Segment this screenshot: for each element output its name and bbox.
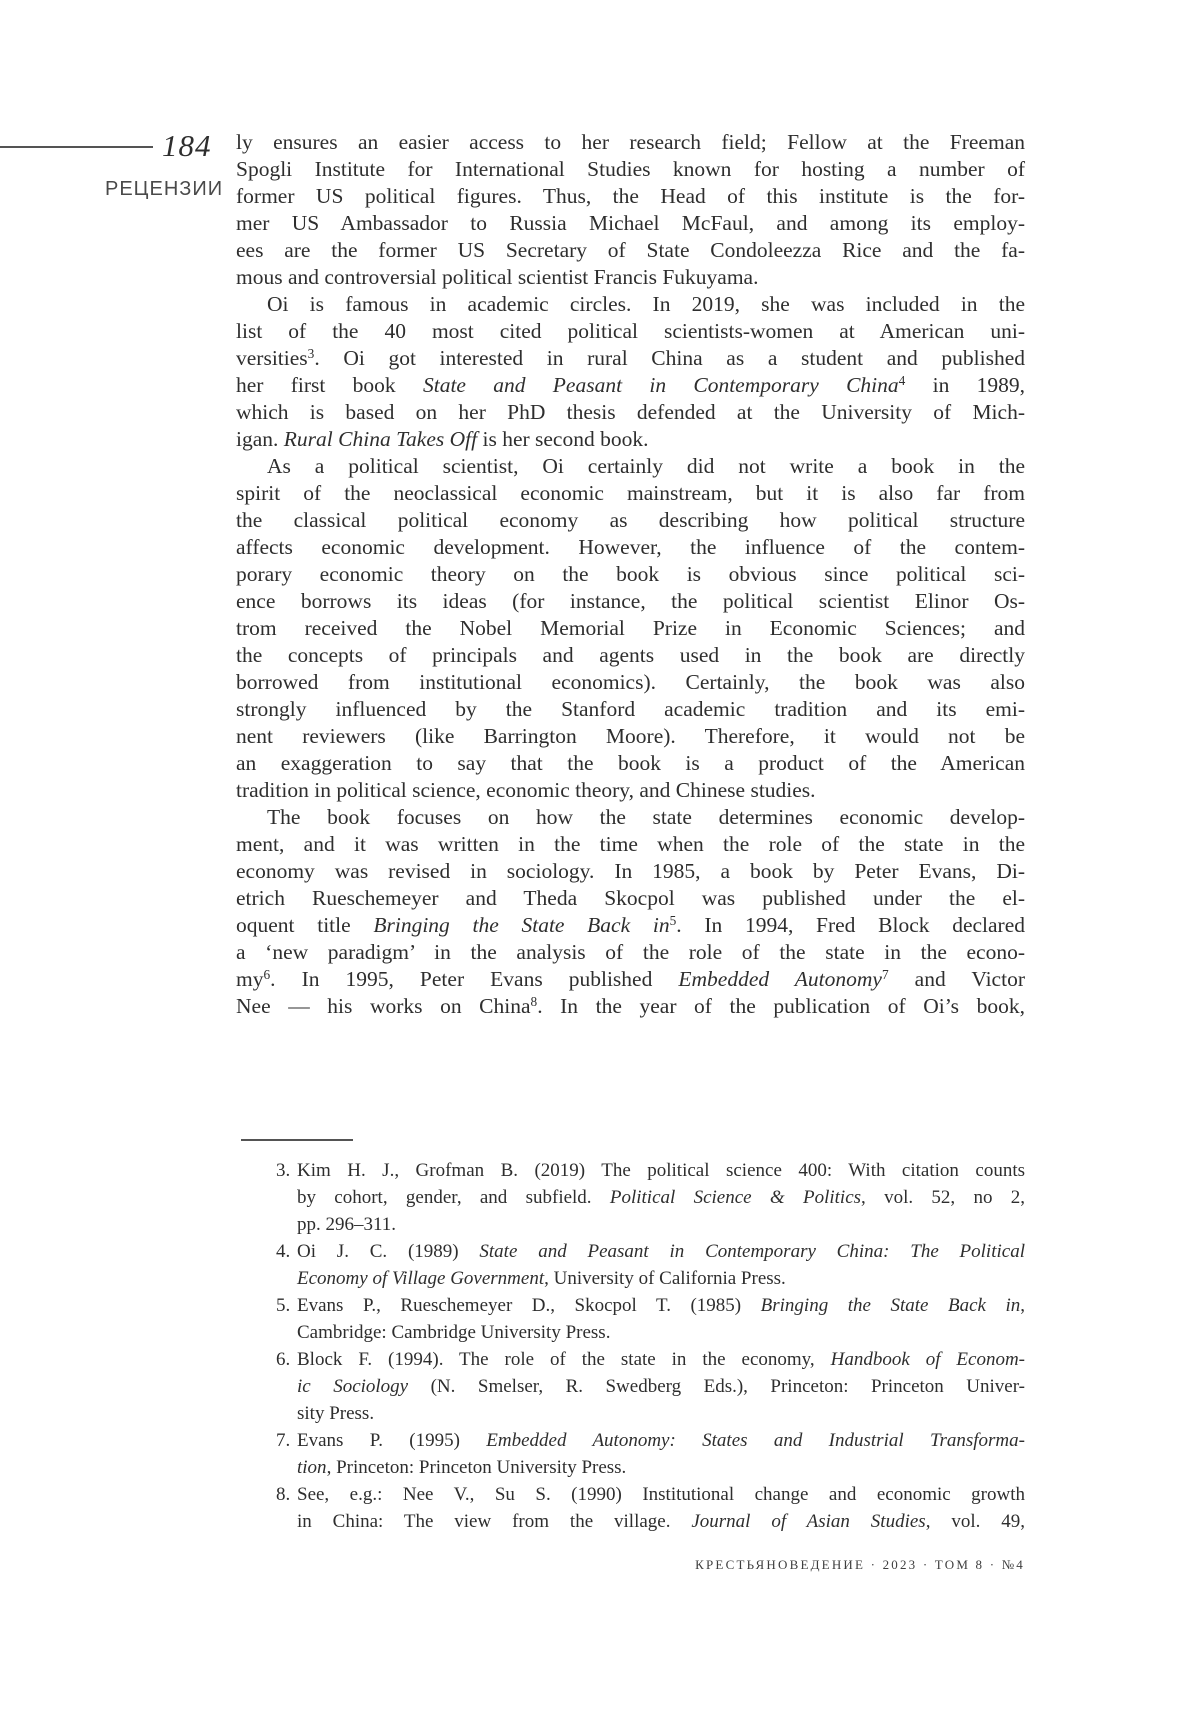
- section-label: РЕЦЕНЗИИ: [105, 178, 224, 200]
- footnote-text: [297, 1157, 1025, 1238]
- text-line: former US political figures. Thus, the Head of this institute is the for-: [236, 184, 1025, 208]
- footnote-marker: 8: [530, 993, 538, 1009]
- body-paragraph: [236, 453, 1025, 804]
- body-paragraph: [236, 804, 1025, 1020]
- text-line: Evans P., Rueschemeyer D., Skocpol T. (1985) Bringing the State Back in,: [297, 1295, 1025, 1316]
- text-line: ees are the former US Secretary of State Condoleezza Rice and the fa-: [236, 238, 1025, 262]
- text-line: her first book State and Peasant in Contemporary China$^4$ in 1989,: [236, 372, 1025, 397]
- text-line: tradition in political science, economic theory, and Chinese studies.: [236, 778, 816, 802]
- footnote-item: [276, 1238, 1025, 1292]
- text-line: strongly influenced by the Stanford academic tradition and its emi-: [236, 697, 1025, 721]
- text-line: the concepts of principals and agents used in the book are directly: [236, 643, 1025, 667]
- text-line: borrowed from institutional economics). Certainly, the book was also: [236, 670, 1025, 694]
- footnote-text: [297, 1481, 1025, 1535]
- italic-title: Embedded Autonomy: [678, 967, 882, 991]
- italic-title: ic Sociology: [297, 1376, 409, 1397]
- page-number: 184: [162, 128, 212, 163]
- footnote-number: 5.: [276, 1295, 291, 1316]
- text-line: Cambridge: Cambridge University Press.: [297, 1322, 611, 1343]
- text-line: the classical political economy as describing how political structure: [236, 508, 1025, 532]
- italic-title: Bringing the State Back in: [760, 1295, 1021, 1316]
- text-line: Economy of Village Government, University of California Press.: [297, 1268, 786, 1289]
- footnote-item: [276, 1427, 1025, 1481]
- text-line: nent reviewers (like Barrington Moore). Therefore, it would not be: [236, 724, 1025, 748]
- text-line: an exaggeration to say that the book is a product of the American: [236, 751, 1025, 775]
- text-line: Evans P. (1995) Embedded Autonomy: States and Industrial Transforma-: [297, 1430, 1025, 1451]
- footnote-item: [276, 1157, 1025, 1238]
- footnote-number: 6.: [276, 1349, 291, 1370]
- text-line: Kim H. J., Grofman B. (2019) The political science 400: With citation counts: [297, 1160, 1025, 1181]
- footnote-separator-rule: [241, 1139, 353, 1141]
- italic-title: State and Peasant in Contemporary China: [422, 373, 899, 397]
- footnote-item: [276, 1346, 1025, 1427]
- text-line: trom received the Nobel Memorial Prize in Economic Sciences; and: [236, 616, 1025, 640]
- italic-title: Journal of Asian Studies: [691, 1511, 926, 1532]
- italic-title: Handbook of Econom-: [830, 1349, 1025, 1370]
- text-line: a ‘new paradigm’ in the analysis of the role of the state in the econo-: [236, 940, 1025, 964]
- italic-title: tion: [297, 1457, 327, 1478]
- text-line: which is based on her PhD thesis defended at the University of Mich-: [236, 400, 1025, 424]
- text-line: As a political scientist, Oi certainly did not write a book in the: [267, 454, 1025, 478]
- footnote-marker: 5: [669, 912, 677, 928]
- footnote-number: 8.: [276, 1484, 291, 1505]
- footnote-number: 4.: [276, 1241, 291, 1262]
- footnote-marker: 7: [881, 966, 889, 982]
- italic-title: Bringing the State Back in: [373, 913, 670, 937]
- footnote-text: [297, 1346, 1025, 1427]
- text-line: by cohort, gender, and subfield. Political Science & Politics, vol. 52, no 2,: [297, 1187, 1025, 1208]
- italic-title: Rural China Takes Off: [283, 427, 478, 451]
- footnote-text: [297, 1238, 1025, 1292]
- text-line: Block F. (1994). The role of the state in the economy, Handbook of Econom-: [297, 1349, 1025, 1370]
- text-line: tion, Princeton: Princeton University Press.: [297, 1457, 627, 1478]
- text-line: list of the 40 most cited political scientists-women at American uni-: [236, 319, 1025, 343]
- footnote-number: 3.: [276, 1160, 291, 1181]
- footnote-marker: 6: [263, 966, 271, 982]
- text-line: Oi J. C. (1989) State and Peasant in Contemporary China: The Political: [297, 1241, 1025, 1262]
- text-line: ly ensures an easier access to her research field; Fellow at the Freeman: [236, 130, 1025, 154]
- text-line: ment, and it was written in the time when the role of the state in the: [236, 832, 1025, 856]
- text-line: affects economic development. However, the influence of the contem-: [236, 535, 1025, 559]
- footnote-item: [276, 1292, 1025, 1346]
- footnote-number: 7.: [276, 1430, 291, 1451]
- footnotes: [276, 1157, 1025, 1535]
- italic-title: State and Peasant in Contemporary China: The Political: [479, 1241, 1025, 1262]
- body-paragraph: [236, 291, 1025, 453]
- text-line: See, e.g.: Nee V., Su S. (1990) Institutional change and economic growth: [297, 1484, 1025, 1505]
- text-line: oquent title Bringing the State Back $in^5$. In 1994, Fred Block declared: [236, 912, 1025, 937]
- footnote-text: [297, 1427, 1025, 1481]
- italic-title: Political Science & Politics: [609, 1187, 862, 1208]
- text-line: versities$^3$. Oi got interested in rural China as a student and published: [236, 345, 1025, 370]
- text-line: ic Sociology (N. Smelser, R. Swedberg Eds.), Princeton: Princeton Univer-: [297, 1376, 1025, 1397]
- text-line: etrich Rueschemeyer and Theda Skocpol was published under the el-: [236, 886, 1025, 910]
- footnote-marker: 4: [898, 372, 906, 388]
- italic-title: Economy of Village Government: [297, 1268, 545, 1289]
- text-line: pp. 296–311.: [297, 1214, 397, 1235]
- text-line: The book focuses on how the state determines economic develop-: [267, 805, 1025, 829]
- text-line: ence borrows its ideas (for instance, the political scientist Elinor Os-: [236, 589, 1025, 613]
- italic-title: Embedded Autonomy: States and Industrial Transforma-: [486, 1430, 1025, 1451]
- text-line: Oi is famous in academic circles. In 2019, she was included in the: [267, 292, 1025, 316]
- text-line: spirit of the neoclassical economic mainstream, but it is also far from: [236, 481, 1025, 505]
- text-line: in China: The view from the village. Journal of Asian Studies, vol. 49,: [297, 1511, 1025, 1532]
- text-line: igan. Rural China Takes Off is her second book.: [236, 427, 649, 451]
- text-line: Spogli Institute for International Studies known for hosting a number of: [236, 157, 1025, 181]
- text-line: porary economic theory on the book is obvious since political sci-: [236, 562, 1025, 586]
- text-line: economy was revised in sociology. In 1985, a book by Peter Evans, Di-: [236, 859, 1025, 883]
- text-line: mous and controversial political scientist Francis Fukuyama.: [236, 265, 759, 289]
- text-line: sity Press.: [297, 1403, 375, 1424]
- footnote-text: [297, 1292, 1025, 1346]
- body-paragraph: [236, 129, 1025, 291]
- article-body: [236, 129, 1025, 1020]
- journal-footer: КРЕСТЬЯНОВЕДЕНИЕ · 2023 · ТОМ 8 · №4: [695, 1557, 1025, 1572]
- footnote-item: [276, 1481, 1025, 1535]
- text-line: $my^6$. In 1995, Peter Evans published Embedded Autonomy$^7$ and Victor: [236, 966, 1025, 991]
- header-rule: [0, 146, 153, 148]
- text-line: Nee — his works on China$^8$. In the year of the publication of Oi’s book,: [236, 993, 1025, 1018]
- text-line: mer US Ambassador to Russia Michael McFaul, and among its employ-: [236, 211, 1025, 235]
- footnote-marker: 3: [307, 345, 315, 361]
